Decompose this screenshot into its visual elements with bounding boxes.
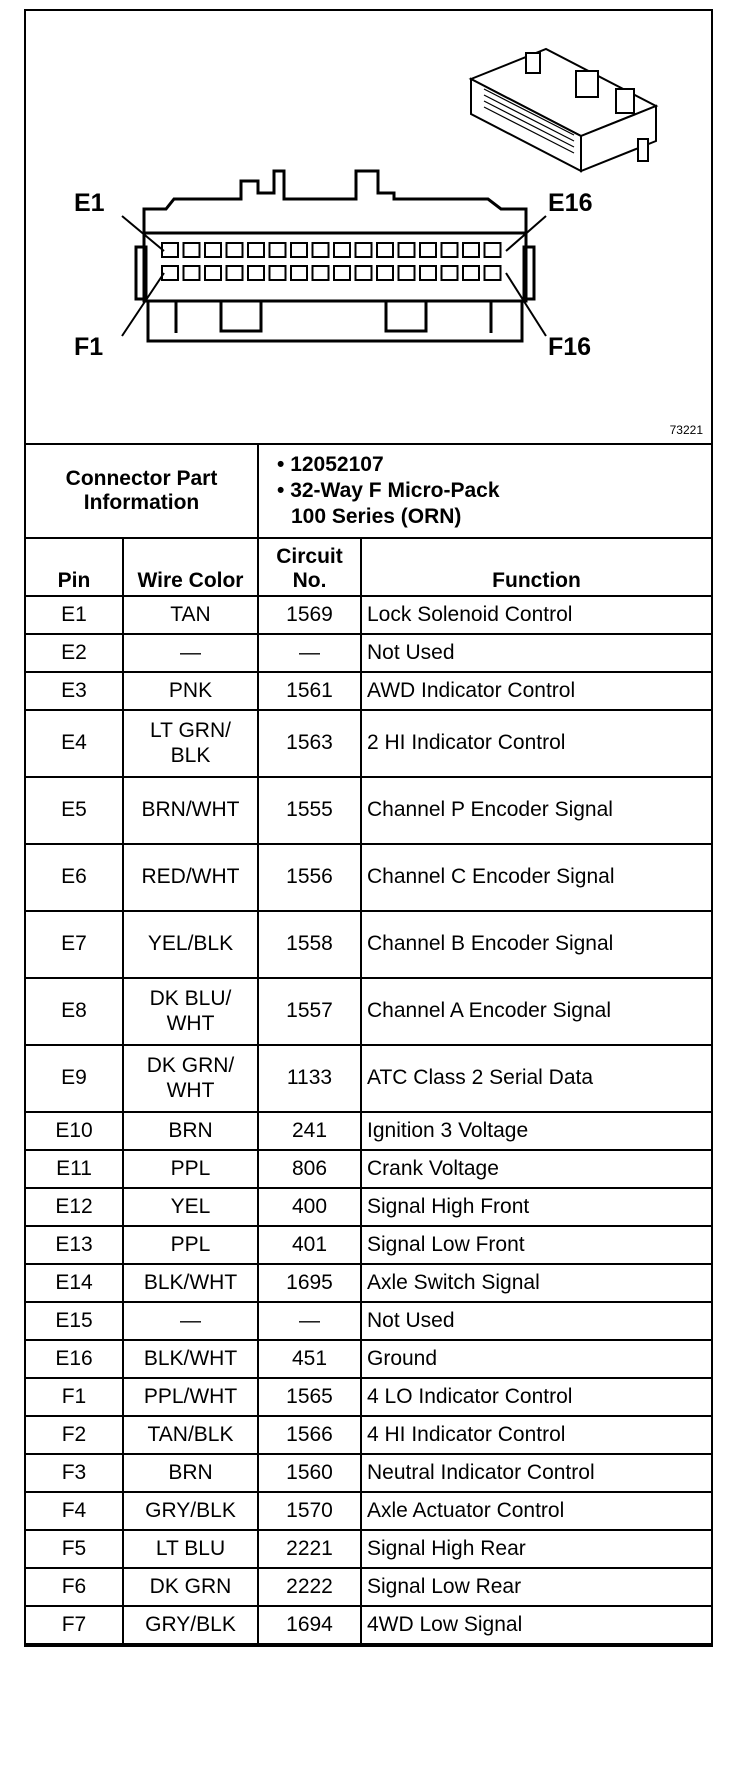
circuit-cell: 1561 [258, 672, 361, 710]
wire-color-cell: GRY/BLK [123, 1492, 258, 1530]
pin-cell: F7 [26, 1606, 123, 1644]
pin-cell: F1 [26, 1378, 123, 1416]
table-row [26, 1302, 711, 1340]
circuit-cell: 2222 [258, 1568, 361, 1606]
wire-color-cell: YEL [123, 1188, 258, 1226]
pinout-rows [26, 596, 711, 1644]
circuit-cell: 1556 [258, 844, 361, 911]
header-function: Function [361, 539, 711, 596]
circuit-cell: 1570 [258, 1492, 361, 1530]
wire-color-cell: TAN/BLK [123, 1416, 258, 1454]
pin-cell: E5 [26, 777, 123, 844]
table-row [26, 777, 711, 844]
wire-color-cell: BRN/WHT [123, 777, 258, 844]
label-e16: E16 [548, 189, 593, 217]
circuit-cell: — [258, 634, 361, 672]
part-number-line: • 12052107 [277, 452, 384, 476]
table-row [26, 1150, 711, 1188]
wire-color-cell: PPL/WHT [123, 1378, 258, 1416]
wire-color-cell: — [123, 634, 258, 672]
wire-color-cell: YEL/BLK [123, 911, 258, 978]
function-cell: Channel B Encoder Signal [361, 911, 711, 978]
pin-cell: E4 [26, 710, 123, 777]
wire-color-cell: DK GRN [123, 1568, 258, 1606]
wire-color-cell: BLK/WHT [123, 1340, 258, 1378]
function-cell: Ground [361, 1340, 711, 1378]
circuit-cell: 1695 [258, 1264, 361, 1302]
circuit-cell: 2221 [258, 1530, 361, 1568]
pin-cell: F2 [26, 1416, 123, 1454]
function-cell: Channel A Encoder Signal [361, 978, 711, 1045]
wire-color-cell: BRN [123, 1454, 258, 1492]
table-row [26, 672, 711, 710]
circuit-cell: 1566 [258, 1416, 361, 1454]
circuit-cell: 1560 [258, 1454, 361, 1492]
pin-cell: E12 [26, 1188, 123, 1226]
connector-info-row [26, 445, 711, 538]
pin-cell: E9 [26, 1045, 123, 1112]
function-cell: Signal High Front [361, 1188, 711, 1226]
wire-color-cell: RED/WHT [123, 844, 258, 911]
table-row [26, 1112, 711, 1150]
label-e1: E1 [74, 189, 105, 217]
pin-cell: E13 [26, 1226, 123, 1264]
description-line2: 100 Series (ORN) [291, 505, 462, 529]
wire-color-cell: LT BLU [123, 1530, 258, 1568]
circuit-cell: 1133 [258, 1045, 361, 1112]
circuit-cell: 806 [258, 1150, 361, 1188]
pin-cell: E15 [26, 1302, 123, 1340]
function-cell: Axle Actuator Control [361, 1492, 711, 1530]
table-row [26, 1454, 711, 1492]
pin-cell: F3 [26, 1454, 123, 1492]
pin-cell: E6 [26, 844, 123, 911]
circuit-cell: 1694 [258, 1606, 361, 1644]
connector-diagram [26, 11, 711, 445]
pinout-table [26, 539, 711, 1645]
pin-cell: E10 [26, 1112, 123, 1150]
connector-isometric-icon [471, 49, 656, 171]
pin-cell: E1 [26, 596, 123, 634]
table-row [26, 1416, 711, 1454]
function-cell: 4 HI Indicator Control [361, 1416, 711, 1454]
function-cell: 4 LO Indicator Control [361, 1378, 711, 1416]
circuit-cell: 401 [258, 1226, 361, 1264]
wire-color-cell: DK GRN/ WHT [123, 1045, 258, 1112]
circuit-cell: — [258, 1302, 361, 1340]
table-row [26, 911, 711, 978]
table-row [26, 1378, 711, 1416]
function-cell: Crank Voltage [361, 1150, 711, 1188]
pin-cell: F6 [26, 1568, 123, 1606]
function-cell: Axle Switch Signal [361, 1264, 711, 1302]
connector-info-values [258, 445, 711, 538]
circuit-cell: 400 [258, 1188, 361, 1226]
pin-cell: E14 [26, 1264, 123, 1302]
function-cell: AWD Indicator Control [361, 672, 711, 710]
table-row [26, 1492, 711, 1530]
table-row [26, 1340, 711, 1378]
circuit-cell: 241 [258, 1112, 361, 1150]
table-row [26, 634, 711, 672]
connector-info-table [26, 445, 711, 539]
header-wire-color: Wire Color [123, 539, 258, 596]
function-cell: ATC Class 2 Serial Data [361, 1045, 711, 1112]
function-cell: Not Used [361, 634, 711, 672]
table-row [26, 978, 711, 1045]
wire-color-cell: TAN [123, 596, 258, 634]
wire-color-cell: PNK [123, 672, 258, 710]
wire-color-cell: GRY/BLK [123, 1606, 258, 1644]
table-row [26, 1606, 711, 1644]
table-row [26, 1226, 711, 1264]
pin-cell: E11 [26, 1150, 123, 1188]
function-cell: 4WD Low Signal [361, 1606, 711, 1644]
wire-color-cell: — [123, 1302, 258, 1340]
circuit-cell: 1569 [258, 596, 361, 634]
pin-cell: F5 [26, 1530, 123, 1568]
function-cell: 2 HI Indicator Control [361, 710, 711, 777]
table-row [26, 596, 711, 634]
function-cell: Signal Low Front [361, 1226, 711, 1264]
function-cell: Not Used [361, 1302, 711, 1340]
wire-color-cell: PPL [123, 1226, 258, 1264]
function-cell: Neutral Indicator Control [361, 1454, 711, 1492]
header-circuit: Circuit No. [258, 539, 361, 596]
function-cell: Channel C Encoder Signal [361, 844, 711, 911]
table-row [26, 1568, 711, 1606]
function-cell: Ignition 3 Voltage [361, 1112, 711, 1150]
figure-number: 73221 [669, 423, 703, 437]
table-row [26, 1045, 711, 1112]
connector-sheet [24, 9, 713, 1647]
pin-cell: E8 [26, 978, 123, 1045]
table-row [26, 710, 711, 777]
circuit-cell: 1565 [258, 1378, 361, 1416]
pin-cell: E2 [26, 634, 123, 672]
wire-color-cell: BRN [123, 1112, 258, 1150]
circuit-cell: 451 [258, 1340, 361, 1378]
connector-drawing [26, 11, 711, 443]
circuit-cell: 1557 [258, 978, 361, 1045]
header-pin: Pin [26, 539, 123, 596]
wire-color-cell: BLK/WHT [123, 1264, 258, 1302]
description-line1: 32-Way F Micro-Pack [290, 478, 500, 502]
function-cell: Signal High Rear [361, 1530, 711, 1568]
circuit-cell: 1563 [258, 710, 361, 777]
pin-cell: E16 [26, 1340, 123, 1378]
table-row [26, 1530, 711, 1568]
pin-cell: E3 [26, 672, 123, 710]
function-cell: Channel P Encoder Signal [361, 777, 711, 844]
circuit-cell: 1555 [258, 777, 361, 844]
wire-color-cell: LT GRN/ BLK [123, 710, 258, 777]
pin-cell: F4 [26, 1492, 123, 1530]
pinout-header-row [26, 539, 711, 596]
wire-color-cell: PPL [123, 1150, 258, 1188]
table-row [26, 844, 711, 911]
table-row [26, 1188, 711, 1226]
function-cell: Lock Solenoid Control [361, 596, 711, 634]
label-f16: F16 [548, 333, 592, 361]
table-row [26, 1264, 711, 1302]
connector-info-label: Connector Part Information [26, 445, 258, 538]
part-number: 12052107 [290, 452, 384, 476]
circuit-cell: 1558 [258, 911, 361, 978]
function-cell: Signal Low Rear [361, 1568, 711, 1606]
wire-color-cell: DK BLU/ WHT [123, 978, 258, 1045]
label-f1: F1 [74, 333, 104, 361]
description-line: • 32-Way F Micro-Pack [277, 478, 500, 502]
pin-cell: E7 [26, 911, 123, 978]
